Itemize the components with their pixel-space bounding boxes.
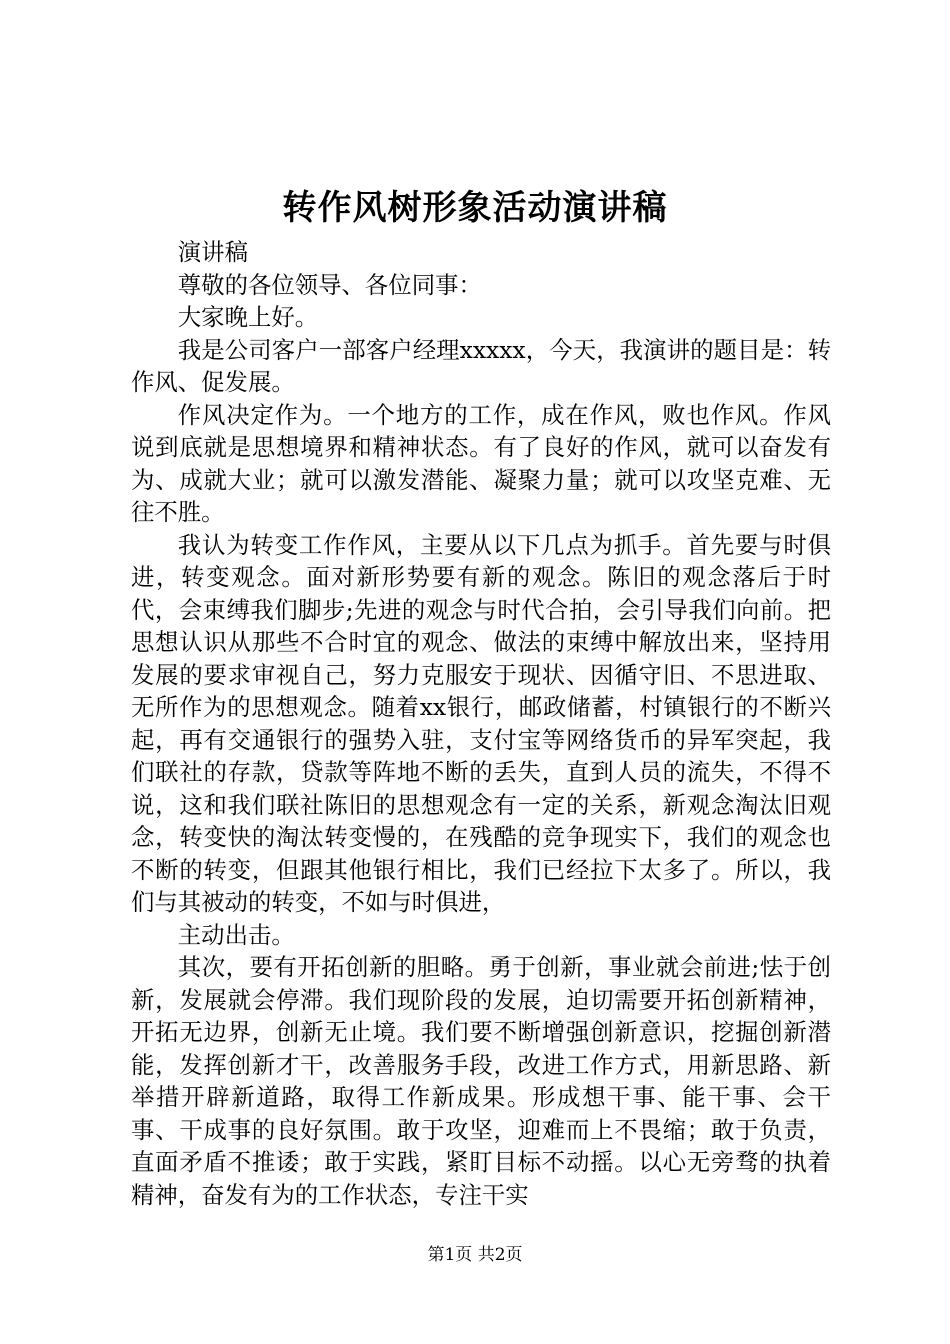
paragraph-change-mindset: 我认为转变工作作风，主要从以下几点为抓手。首先要与时俱进，转变观念。面对新形势要有新的观念。陈旧的观念落后于时代，会束缚我们脚步;先进的观念与时代合拍，会引导我们向前。把思想认识从那些不合时宜的观念、做法的束缚中解放出来，坚持用发展的要求审视自己，努力克服安于现状、因循守旧、不思进取、无所作为的思想观念。随着xx银行，邮政储蓄，村镇银行的不断兴起，再有交通银行的强势入驻，支付宝等网络货币的异军突起，我们联社的存款，贷款等阵地不断的丢失，直到人员的流失，不得不说，这和我们联社陈旧的思想观念有一定的关系，新观念淘汰旧观念，转变快的淘汰转变慢的，在残酷的竞争现实下，我们的观念也不断的转变，但跟其他银行相比，我们已经拉下太多了。所以，我们与其被动的转变，不如与时俱进， (131, 530, 831, 916)
paragraph-innovation: 其次，要有开拓创新的胆略。勇于创新，事业就会前进;怯于创新，发展就会停滞。我们现阶段的发展，迫切需要开拓创新精神，开拓无边界，创新无止境。我们要不断增强创新意识，挖掘创新潜能，发挥创新才干，改善服务手段，改进工作方式，用新思路、新举措开辟新道路，取得工作新成果。形成想干事、能干事、会干事、干成事的良好氛围。敢于攻坚，迎难而上不畏缩；敢于负责，直面矛盾不推诿；敢于实践，紧盯目标不动摇。以心无旁骛的执着精神，奋发有为的工作状态，专注干实 (131, 953, 831, 1209)
paragraph-take-initiative: 主动出击。 (177, 920, 295, 949)
document-body (131, 236, 831, 1211)
paragraph-salutation-heading: 演讲稿 (177, 238, 248, 266)
paragraph-intro: 我是公司客户一部客户经理xxxxx，今天，我演讲的题目是：转作风、促发展。 (131, 335, 831, 396)
paragraph-style-decides: 作风决定作为。一个地方的工作，成在作风，败也作风。作风说到底就是思想境界和精神状态。有了良好的作风，就可以奋发有为、成就大业；就可以激发潜能、凝聚力量；就可以攻坚克难、无往不胜。 (131, 400, 831, 526)
paragraph-evening: 大家晚上好。 (177, 303, 319, 331)
document-title: 转作风树形象活动演讲稿 (282, 188, 668, 228)
paragraph-greeting: 尊敬的各位领导、各位同事： (177, 270, 482, 299)
page-number-footer: 第1页 共2页 (427, 1245, 523, 1265)
